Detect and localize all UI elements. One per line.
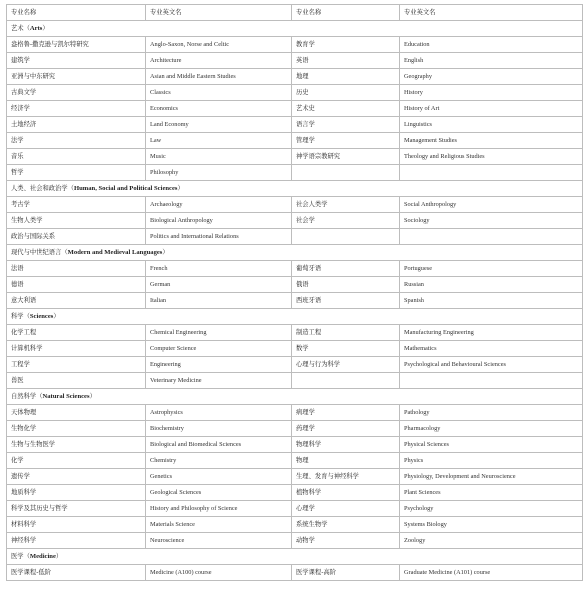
- section-title-en: Natural Sciences: [42, 393, 90, 400]
- section-header-row: [7, 21, 583, 37]
- major-english-cell: Psychological and Behavioural Sciences: [400, 357, 583, 373]
- major-name-cell: 艺术史: [292, 101, 400, 117]
- major-name-cell: 心理与行为科学: [292, 357, 400, 373]
- major-name-cell: 政治与国际关系: [7, 229, 146, 245]
- table-row: [7, 501, 583, 517]
- major-name-cell: 法学: [7, 133, 146, 149]
- major-name-cell: 生物化学: [7, 421, 146, 437]
- major-english-cell: [400, 229, 583, 245]
- major-english-cell: Astrophysics: [146, 405, 292, 421]
- major-english-cell: Russian: [400, 277, 583, 293]
- major-english-cell: Genetics: [146, 469, 292, 485]
- table-row: [7, 421, 583, 437]
- major-name-cell: 地质科学: [7, 485, 146, 501]
- major-name-cell: 经济学: [7, 101, 146, 117]
- header-row: [7, 5, 583, 21]
- major-english-cell: Music: [146, 149, 292, 165]
- major-english-cell: Chemical Engineering: [146, 325, 292, 341]
- major-english-cell: Theology and Religious Studies: [400, 149, 583, 165]
- major-name-cell: 盎格鲁-撒克逊与凯尔特研究: [7, 37, 146, 53]
- major-name-cell: 教育学: [292, 37, 400, 53]
- major-english-cell: Linguistics: [400, 117, 583, 133]
- major-english-cell: Chemistry: [146, 453, 292, 469]
- major-name-cell: 植物科学: [292, 485, 400, 501]
- major-name-cell: 天体物理: [7, 405, 146, 421]
- major-name-cell: 管理学: [292, 133, 400, 149]
- section-title: 自然科学（Natural Sciences）: [7, 389, 583, 405]
- major-english-cell: Systems Biology: [400, 517, 583, 533]
- section-title: 科学（Sciences）: [7, 309, 583, 325]
- major-english-cell: History and Philosophy of Science: [146, 501, 292, 517]
- major-english-cell: Geological Sciences: [146, 485, 292, 501]
- table-row: [7, 373, 583, 389]
- major-english-cell: Manufacturing Engineering: [400, 325, 583, 341]
- major-english-cell: Graduate Medicine (A101) course: [400, 565, 583, 581]
- section-title: 人类、社会和政治学（Human, Social and Political Sciences）: [7, 181, 583, 197]
- major-name-cell: 系统生物学: [292, 517, 400, 533]
- section-header-row: [7, 309, 583, 325]
- major-name-cell: 建筑学: [7, 53, 146, 69]
- table-row: [7, 357, 583, 373]
- major-english-cell: Italian: [146, 293, 292, 309]
- major-english-cell: Portuguese: [400, 261, 583, 277]
- major-english-cell: Engineering: [146, 357, 292, 373]
- major-english-cell: Land Economy: [146, 117, 292, 133]
- major-name-cell: 神学语宗教研究: [292, 149, 400, 165]
- major-name-cell: 科学及其历史与哲学: [7, 501, 146, 517]
- table-row: [7, 261, 583, 277]
- major-name-cell: 土地经济: [7, 117, 146, 133]
- major-english-cell: Neuroscience: [146, 533, 292, 549]
- major-name-cell: 地理: [292, 69, 400, 85]
- major-english-cell: Physical Sciences: [400, 437, 583, 453]
- major-english-cell: Veterinary Medicine: [146, 373, 292, 389]
- major-english-cell: [400, 373, 583, 389]
- major-name-cell: 遗传学: [7, 469, 146, 485]
- major-name-cell: 物理: [292, 453, 400, 469]
- major-english-cell: Spanish: [400, 293, 583, 309]
- major-name-cell: 工程学: [7, 357, 146, 373]
- section-title-cn: 人类、社会和政治学: [11, 185, 68, 192]
- table-row: [7, 453, 583, 469]
- major-name-cell: 社会学: [292, 213, 400, 229]
- major-english-cell: Archaeology: [146, 197, 292, 213]
- major-english-cell: Classics: [146, 85, 292, 101]
- table-row: [7, 341, 583, 357]
- major-name-cell: 生物与生物医学: [7, 437, 146, 453]
- major-english-cell: Pharmacology: [400, 421, 583, 437]
- table-row: [7, 133, 583, 149]
- header-major-english-2: 专业英文名: [400, 5, 583, 21]
- major-english-cell: Computer Science: [146, 341, 292, 357]
- major-name-cell: 考古学: [7, 197, 146, 213]
- major-english-cell: [400, 165, 583, 181]
- section-title-en: Human, Social and Political Sciences: [73, 185, 178, 192]
- table-row: [7, 85, 583, 101]
- major-english-cell: Anglo-Saxon, Norse and Celtic: [146, 37, 292, 53]
- major-english-cell: Architecture: [146, 53, 292, 69]
- major-name-cell: [292, 229, 400, 245]
- major-name-cell: 西班牙语: [292, 293, 400, 309]
- major-english-cell: History of Art: [400, 101, 583, 117]
- major-name-cell: 兽医: [7, 373, 146, 389]
- major-name-cell: 病理学: [292, 405, 400, 421]
- major-name-cell: 意大利语: [7, 293, 146, 309]
- major-name-cell: 德语: [7, 277, 146, 293]
- major-english-cell: Asian and Middle Eastern Studies: [146, 69, 292, 85]
- major-english-cell: Medicine (A100) course: [146, 565, 292, 581]
- table-row: [7, 37, 583, 53]
- major-english-cell: Physics: [400, 453, 583, 469]
- section-header-row: [7, 389, 583, 405]
- major-english-cell: French: [146, 261, 292, 277]
- major-english-cell: Pathology: [400, 405, 583, 421]
- major-name-cell: 社会人类学: [292, 197, 400, 213]
- table-row: [7, 165, 583, 181]
- table-row: [7, 69, 583, 85]
- table-row: [7, 213, 583, 229]
- table-row: [7, 405, 583, 421]
- major-name-cell: 历史: [292, 85, 400, 101]
- major-english-cell: Biochemistry: [146, 421, 292, 437]
- major-english-cell: Geography: [400, 69, 583, 85]
- section-header-row: [7, 245, 583, 261]
- major-name-cell: 物理科学: [292, 437, 400, 453]
- table-row: [7, 197, 583, 213]
- section-title-cn: 现代与中世纪语言: [11, 249, 62, 256]
- major-english-cell: Education: [400, 37, 583, 53]
- major-english-cell: Management Studies: [400, 133, 583, 149]
- section-title: 医学（Medicine）: [7, 549, 583, 565]
- major-name-cell: 生物人类学: [7, 213, 146, 229]
- header-major-name-2: 专业名称: [292, 5, 400, 21]
- table-row: [7, 277, 583, 293]
- section-header-row: [7, 549, 583, 565]
- major-name-cell: 哲学: [7, 165, 146, 181]
- major-english-cell: Sociology: [400, 213, 583, 229]
- table-row: [7, 485, 583, 501]
- section-header-row: [7, 181, 583, 197]
- section-title-cn: 医学: [11, 553, 24, 560]
- major-name-cell: 医学课程-高阶: [292, 565, 400, 581]
- major-name-cell: 计算机科学: [7, 341, 146, 357]
- major-name-cell: 葡萄牙语: [292, 261, 400, 277]
- table-row: [7, 469, 583, 485]
- major-name-cell: 生理、发育与神经科学: [292, 469, 400, 485]
- table-row: [7, 149, 583, 165]
- major-english-cell: History: [400, 85, 583, 101]
- section-title-en: Sciences: [29, 313, 54, 320]
- table-row: [7, 517, 583, 533]
- major-name-cell: 古典文学: [7, 85, 146, 101]
- section-title-cn: 科学: [11, 313, 24, 320]
- table-row: [7, 293, 583, 309]
- major-english-cell: Politics and International Relations: [146, 229, 292, 245]
- section-title: 艺术（Arts）: [7, 21, 583, 37]
- major-name-cell: 动物学: [292, 533, 400, 549]
- major-english-cell: Economics: [146, 101, 292, 117]
- header-major-english-1: 专业英文名: [146, 5, 292, 21]
- major-english-cell: Plant Sciences: [400, 485, 583, 501]
- major-english-cell: Zoology: [400, 533, 583, 549]
- major-name-cell: 神经科学: [7, 533, 146, 549]
- subjects-table-container: [6, 4, 583, 581]
- table-row: [7, 229, 583, 245]
- major-english-cell: Physiology, Development and Neuroscience: [400, 469, 583, 485]
- major-name-cell: 法语: [7, 261, 146, 277]
- section-title-cn: 自然科学: [11, 393, 37, 400]
- major-english-cell: Psychology: [400, 501, 583, 517]
- table-row: [7, 533, 583, 549]
- major-name-cell: 亚洲与中东研究: [7, 69, 146, 85]
- table-row: [7, 565, 583, 581]
- table-row: [7, 325, 583, 341]
- major-name-cell: 材料科学: [7, 517, 146, 533]
- table-row: [7, 53, 583, 69]
- major-english-cell: Philosophy: [146, 165, 292, 181]
- major-english-cell: Mathematics: [400, 341, 583, 357]
- major-name-cell: 化学: [7, 453, 146, 469]
- major-english-cell: Social Anthropology: [400, 197, 583, 213]
- major-english-cell: Law: [146, 133, 292, 149]
- section-title-en: Modern and Medieval Languages: [67, 249, 163, 256]
- section-title-cn: 艺术: [11, 25, 24, 32]
- section-title-en: Arts: [29, 25, 43, 32]
- major-name-cell: 语言学: [292, 117, 400, 133]
- major-name-cell: 化学工程: [7, 325, 146, 341]
- major-english-cell: Biological and Biomedical Sciences: [146, 437, 292, 453]
- major-english-cell: Materials Science: [146, 517, 292, 533]
- major-name-cell: 俄语: [292, 277, 400, 293]
- major-name-cell: 药理学: [292, 421, 400, 437]
- table-row: [7, 101, 583, 117]
- major-name-cell: 制造工程: [292, 325, 400, 341]
- header-major-name-1: 专业名称: [7, 5, 146, 21]
- major-name-cell: 英语: [292, 53, 400, 69]
- major-english-cell: English: [400, 53, 583, 69]
- table-row: [7, 117, 583, 133]
- major-name-cell: [292, 373, 400, 389]
- major-name-cell: 音乐: [7, 149, 146, 165]
- major-name-cell: [292, 165, 400, 181]
- major-name-cell: 心理学: [292, 501, 400, 517]
- section-title: 现代与中世纪语言（Modern and Medieval Languages）: [7, 245, 583, 261]
- major-name-cell: 数学: [292, 341, 400, 357]
- subjects-table: [6, 4, 583, 581]
- table-row: [7, 437, 583, 453]
- section-title-en: Medicine: [29, 553, 56, 560]
- major-english-cell: German: [146, 277, 292, 293]
- major-name-cell: 医学课程-低阶: [7, 565, 146, 581]
- major-english-cell: Biological Anthropology: [146, 213, 292, 229]
